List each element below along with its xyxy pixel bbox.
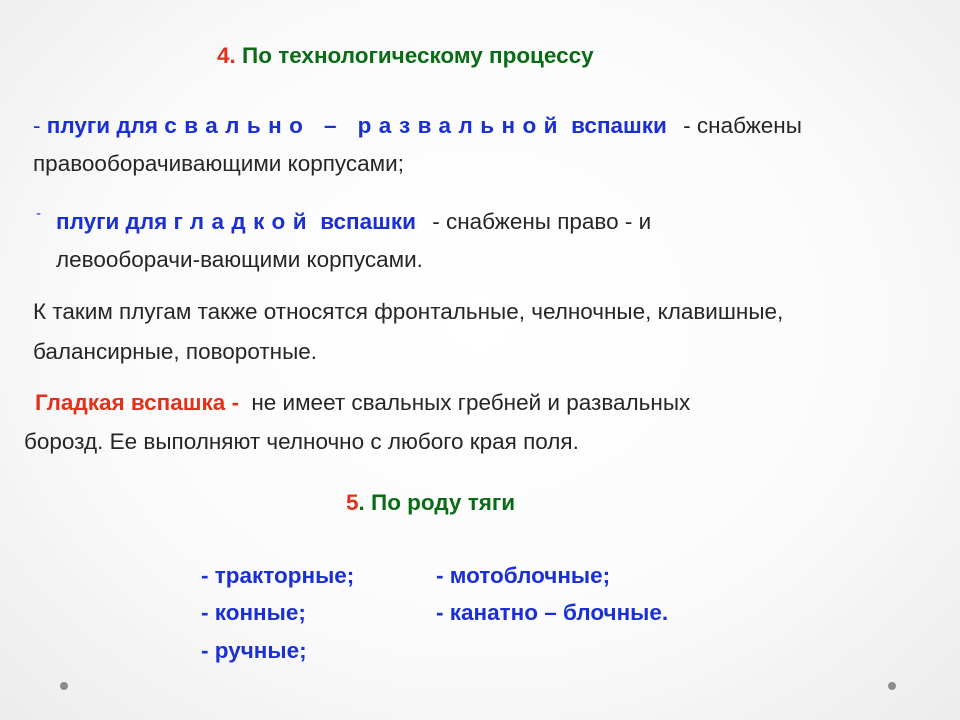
traction-item-manual: - ручные; [201, 638, 307, 663]
item-1-term-prefix: плуги для [46, 113, 159, 138]
item-2-line-1 [56, 209, 651, 235]
section-5-heading [346, 490, 515, 516]
item-1-line-2: правооборачивающими корпусами; [33, 151, 404, 176]
section-5-title: . По роду тяги [358, 490, 516, 515]
decor-dot-left [60, 682, 68, 690]
section-5-number: 5 [346, 490, 359, 515]
decor-dot-right [888, 682, 896, 690]
item-2-dash: - [36, 205, 41, 222]
traction-item-motoblock: - мотоблочные; [436, 563, 611, 588]
item-2-term-spaced: гладкой [173, 209, 314, 234]
para-2-line-1-rest: не имеет свальных гребней и развальных [251, 390, 691, 415]
item-2-term-prefix: плуги для [56, 209, 168, 234]
para-1-line-1: К таким плугам также относятся фронтальные, челночные, клавишные, [33, 299, 784, 324]
item-1-dash: - [33, 113, 41, 138]
traction-item-cable-block: - канатно – блочные. [436, 600, 669, 625]
traction-item-tractor: - тракторные; [201, 563, 355, 588]
section-4-title: По технологическому процессу [242, 43, 594, 68]
para-2-line-1 [35, 390, 690, 416]
para-2-line-2: борозд. Ее выполняют челночно с любого края поля. [24, 429, 579, 454]
item-2-desc: - снабжены право - и [432, 209, 652, 234]
para-1-line-2: балансирные, поворотные. [33, 339, 318, 364]
item-2-term-suffix: вспашки [320, 209, 416, 234]
item-1-desc: - снабжены [683, 113, 802, 138]
section-4-heading [217, 43, 594, 69]
item-1-term-suffix: вспашки [571, 113, 667, 138]
section-4-number: 4. [217, 43, 236, 68]
traction-item-horse: - конные; [201, 600, 306, 625]
item-1-term-spaced: свально – развальной [164, 113, 565, 138]
item-1-line-1 [33, 113, 802, 139]
item-2-line-2: левооборачи-вающими корпусами. [56, 247, 423, 272]
para-2-term: Гладкая вспашка [35, 390, 226, 415]
para-2-dash: - [231, 390, 240, 415]
